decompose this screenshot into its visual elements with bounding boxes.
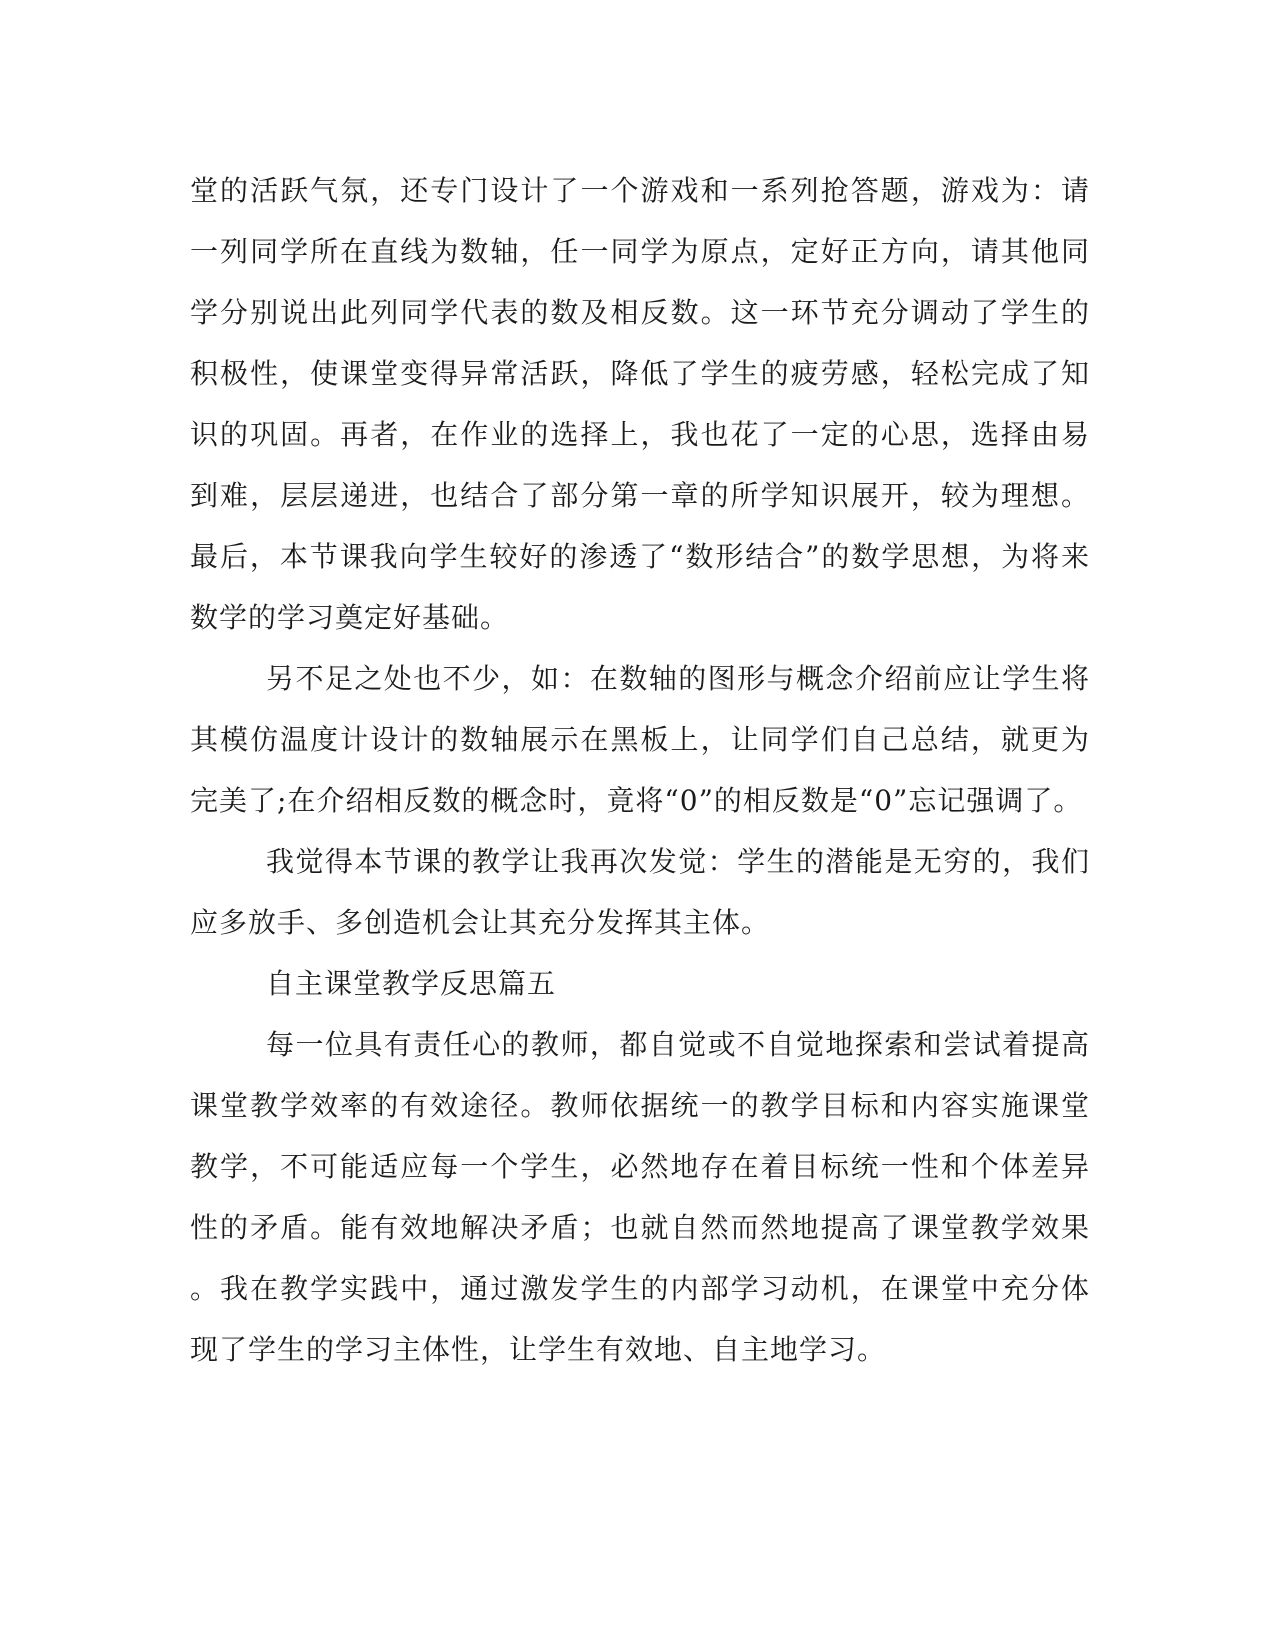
text-line: 我觉得本节课的教学让我再次发觉：学生的潜能是无穷的，我们 bbox=[266, 845, 1090, 878]
paragraph-continued bbox=[190, 160, 1090, 648]
text-line: 完美了;在介绍相反数的概念时，竟将“0”的相反数是“0”忘记强调了。 bbox=[190, 784, 1083, 817]
paragraph-shortcomings bbox=[190, 648, 1090, 831]
text-line: 教学，不可能适应每一个学生，必然地存在着目标统一性和个体差异 bbox=[190, 1150, 1090, 1183]
paragraph-section-five bbox=[190, 1014, 1090, 1380]
text-line: 堂的活跃气氛，还专门设计了一个游戏和一系列抢答题，游戏为：请 bbox=[190, 174, 1090, 207]
text-line: 性的矛盾。能有效地解决矛盾；也就自然而然地提高了课堂教学效果 bbox=[190, 1211, 1090, 1244]
text-line: 积极性，使课堂变得异常活跃，降低了学生的疲劳感，轻松完成了知 bbox=[190, 357, 1090, 390]
text-line: 。我在教学实践中，通过激发学生的内部学习动机，在课堂中充分体 bbox=[190, 1272, 1090, 1305]
text-line: 学分别说出此列同学代表的数及相反数。这一环节充分调动了学生的 bbox=[190, 296, 1090, 329]
text-line: 一列同学所在直线为数轴，任一同学为原点，定好正方向，请其他同 bbox=[190, 235, 1090, 268]
text-line: 每一位具有责任心的教师，都自觉或不自觉地探索和尝试着提高 bbox=[266, 1028, 1090, 1061]
paragraph-conclusion bbox=[190, 831, 1090, 953]
document-body bbox=[190, 160, 1090, 1380]
section-heading bbox=[190, 953, 1090, 1014]
text-line: 识的巩固。再者，在作业的选择上，我也花了一定的心思，选择由易 bbox=[190, 418, 1090, 451]
text-line: 另不足之处也不少，如：在数轴的图形与概念介绍前应让学生将 bbox=[266, 662, 1090, 695]
text-line: 最后，本节课我向学生较好的渗透了“数形结合”的数学思想，为将来 bbox=[190, 540, 1090, 573]
text-line: 其模仿温度计设计的数轴展示在黑板上，让同学们自己总结，就更为 bbox=[190, 723, 1090, 756]
text-line: 应多放手、多创造机会让其充分发挥其主体。 bbox=[190, 906, 771, 939]
text-line: 现了学生的学习主体性，让学生有效地、自主地学习。 bbox=[190, 1333, 887, 1366]
heading-line: 自主课堂教学反思篇五 bbox=[266, 967, 557, 1000]
text-line: 课堂教学效率的有效途径。教师依据统一的教学目标和内容实施课堂 bbox=[190, 1089, 1090, 1122]
text-line: 到难，层层递进，也结合了部分第一章的所学知识展开，较为理想。 bbox=[190, 479, 1090, 512]
text-line: 数学的学习奠定好基础。 bbox=[190, 601, 510, 634]
